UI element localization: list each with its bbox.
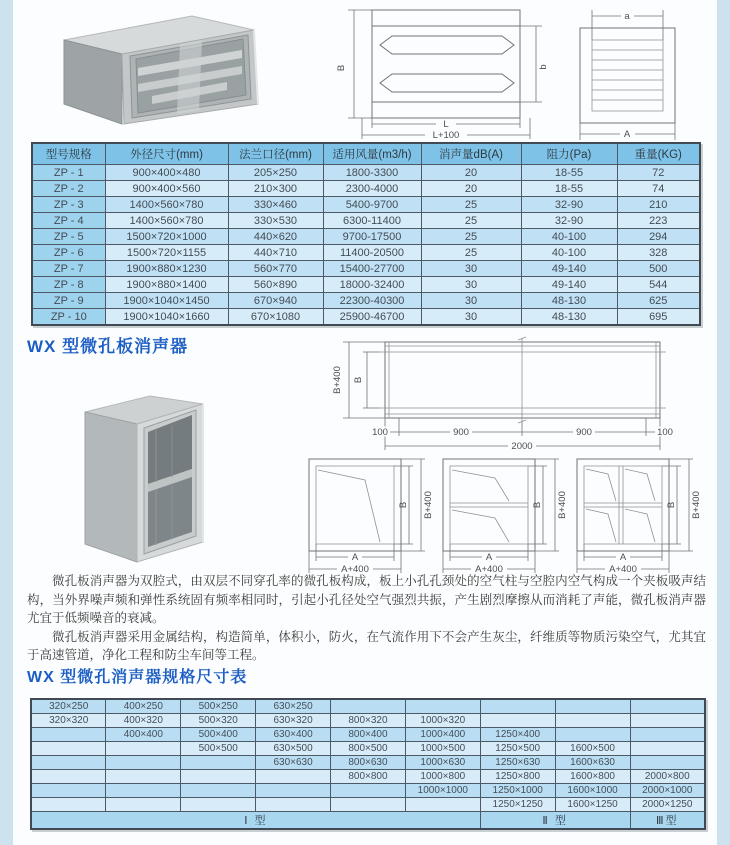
column-header: 重量(KG) [617,143,700,165]
dim-label-B: B [398,501,409,509]
size-cell [630,756,705,770]
dim-label-2000: 2000 [511,441,533,451]
data-cell: 500 [617,261,700,277]
size-cell: 1250×1000 [480,784,555,798]
data-cell: 6300-11400 [323,213,421,229]
size-cell: 1600×1000 [555,784,630,798]
data-cell: 48-130 [521,309,617,326]
drawing-wx-type-sections [303,449,708,573]
size-cell: 1600×800 [555,770,630,784]
data-cell: 695 [617,309,700,326]
data-cell: 9700-17500 [323,229,421,245]
dim-label-L100: L+100 [432,130,460,141]
section-type-3 [577,459,702,573]
data-cell: 15400-27700 [323,261,421,277]
size-cell: 400×250 [106,699,181,714]
size-cell: 1000×320 [405,714,480,728]
data-cell: 1500×720×1155 [105,245,228,261]
column-header: 型号规格 [32,143,105,165]
model-cell: ZP - 8 [32,277,105,293]
size-cell [256,784,331,798]
table-row [31,784,705,798]
data-cell: 205×250 [228,165,323,181]
size-cell: 1000×630 [405,756,480,770]
data-cell: 1400×560×780 [105,197,228,213]
dim-label-A400: A+400 [609,564,637,573]
data-cell: 30 [421,277,521,293]
size-cell [31,728,106,742]
data-cell: 625 [617,293,700,309]
data-cell: 25 [421,213,521,229]
data-cell: 1900×1040×1660 [105,309,228,326]
size-cell: 500×400 [181,728,256,742]
data-cell: 48-130 [521,293,617,309]
data-cell: 22300-40300 [323,293,421,309]
data-cell: 74 [617,181,700,197]
size-cell [630,699,705,714]
size-cell [331,798,406,812]
table-row [31,714,705,728]
table-row [32,165,700,181]
size-cell [181,798,256,812]
size-cell: 800×320 [331,714,406,728]
data-cell: 330×460 [228,197,323,213]
size-cell: 1600×1250 [555,798,630,812]
data-cell: 440×710 [228,245,323,261]
size-cell: 630×500 [256,742,331,756]
table-row [32,293,700,309]
size-cell: 1600×500 [555,742,630,756]
size-cell: 1250×1250 [480,798,555,812]
size-cell [331,784,406,798]
product-photo-wx-silencer [60,384,280,570]
dim-label-A400: A+400 [475,564,503,573]
size-cell [31,798,106,812]
size-cell: 500×320 [181,714,256,728]
data-cell: 49-140 [521,277,617,293]
data-cell: 1400×560×780 [105,213,228,229]
data-cell: 49-140 [521,261,617,277]
table-row [32,245,700,261]
data-cell: 32-90 [521,197,617,213]
zp-spec-table [31,142,701,326]
size-cell [555,699,630,714]
data-cell: 1900×880×1400 [105,277,228,293]
data-cell: 30 [421,293,521,309]
model-cell: ZP - 4 [32,213,105,229]
table-row [32,261,700,277]
size-cell: 400×400 [106,728,181,742]
paragraph-1: 微孔板消声器为双腔式，由双层不同穿孔率的微孔板构成，板上小孔孔颈处的空气柱与空腔内空气构成一个夹板吸声结构，当外界噪声频和弹性系统固有频率相同时，引起小孔径处空气强烈共振，产生剧烈摩擦从而消耗了声能，微孔板消声器尤宜于低频噪音的衰减。 [27,574,706,625]
table-row [32,213,700,229]
size-cell: 500×250 [181,699,256,714]
size-cell: 800×800 [331,770,406,784]
size-cell [630,742,705,756]
drawing-duct-section [330,0,555,142]
dim-label-A: A [623,129,631,140]
size-cell [480,699,555,714]
dim-label-A: A [351,552,359,563]
table-row [32,309,700,326]
size-cell [106,770,181,784]
size-cell: 320×320 [31,714,106,728]
type-label-cell: Ⅲ型 [630,812,705,830]
data-cell: 210 [617,197,700,213]
data-cell: 18-55 [521,165,617,181]
size-cell [256,770,331,784]
data-cell: 544 [617,277,700,293]
paragraph-2: 微孔板消声器采用金属结构，构造简单，体积小，防火，在气流作用下不会产生灰尘，纤维质等物质污染空气，尤其宜于高速管道，净化工程和防尘车间等工程。 [27,629,706,662]
size-cell: 630×400 [256,728,331,742]
size-cell [555,728,630,742]
data-cell: 25 [421,197,521,213]
model-cell: ZP - 10 [32,309,105,326]
data-cell: 670×1080 [228,309,323,326]
size-cell: 1250×500 [480,742,555,756]
drawing-wx-side-elevation [325,336,715,451]
section-title-wx-table: WX 型微孔消声器规格尺寸表 [27,669,248,686]
size-cell: 2000×1000 [630,784,705,798]
dim-label-B: B [532,501,543,509]
column-header: 外径尺寸(mm) [105,143,228,165]
size-cell [555,714,630,728]
dim-label-B400: B+400 [423,491,434,519]
size-cell: 800×500 [331,742,406,756]
description-text [27,572,706,665]
size-cell: 500×500 [181,742,256,756]
size-cell: 2000×1250 [630,798,705,812]
drawing-grille-end-view [545,0,710,142]
table-row [31,728,705,742]
model-cell: ZP - 6 [32,245,105,261]
size-cell: 630×320 [256,714,331,728]
data-cell: 560×890 [228,277,323,293]
data-cell: 5400-9700 [323,197,421,213]
dim-label-B400: B+400 [332,366,343,394]
data-cell: 40-100 [521,229,617,245]
dim-label-B: B [336,64,347,72]
size-cell: 320×250 [31,699,106,714]
model-cell: ZP - 1 [32,165,105,181]
data-cell: 900×400×480 [105,165,228,181]
dim-label-100-right: 100 [657,427,673,438]
product-photo-zp-silencer [52,6,267,128]
size-cell [106,756,181,770]
model-cell: ZP - 3 [32,197,105,213]
dim-label-B400: B+400 [691,491,702,519]
size-cell [31,742,106,756]
data-cell: 30 [421,261,521,277]
model-cell: ZP - 5 [32,229,105,245]
data-cell: 40-100 [521,245,617,261]
data-cell: 32-90 [521,213,617,229]
size-cell [106,742,181,756]
data-cell: 20 [421,181,521,197]
table-header-row [32,143,700,165]
table-row [32,229,700,245]
size-cell: 1000×400 [405,728,480,742]
dim-label-B: B [353,376,364,384]
data-cell: 328 [617,245,700,261]
size-cell: 800×630 [331,756,406,770]
column-header: 阻力(Pa) [521,143,617,165]
section-type-2 [443,459,568,573]
data-cell: 223 [617,213,700,229]
type-footer-row [31,812,705,830]
size-cell: 1250×800 [480,770,555,784]
table-row [32,277,700,293]
data-cell: 25900-46700 [323,309,421,326]
data-cell: 72 [617,165,700,181]
model-cell: ZP - 7 [32,261,105,277]
dim-label-900-left: 900 [453,427,469,438]
dim-label-A400: A+400 [341,564,369,573]
dim-label-900-right: 900 [576,427,592,438]
dim-label-A: A [619,552,627,563]
size-cell [405,798,480,812]
column-header: 法兰口径(mm) [228,143,323,165]
data-cell: 900×400×560 [105,181,228,197]
size-cell: 1250×630 [480,756,555,770]
size-cell [31,770,106,784]
data-cell: 440×620 [228,229,323,245]
size-cell: 800×400 [331,728,406,742]
size-cell [256,798,331,812]
data-cell: 1900×880×1230 [105,261,228,277]
wx-size-table [30,698,706,830]
data-cell: 330×530 [228,213,323,229]
size-cell: 1000×1000 [405,784,480,798]
table-row [31,770,705,784]
section-type-1 [309,459,434,573]
size-cell [480,714,555,728]
model-cell: ZP - 9 [32,293,105,309]
column-header: 适用风量(m3/h) [323,143,421,165]
size-cell [181,784,256,798]
size-cell [106,798,181,812]
size-cell [31,784,106,798]
section-title-wx: WX 型微孔板消声器 [27,337,189,356]
data-cell: 670×940 [228,293,323,309]
table-row [31,798,705,812]
column-header: 消声量dB(A) [421,143,521,165]
table-row [31,756,705,770]
data-cell: 20 [421,165,521,181]
size-cell: 2000×800 [630,770,705,784]
dim-label-a: a [624,11,630,22]
type-label-cell: Ⅱ 型 [480,812,630,830]
dim-label-B: B [666,501,677,509]
data-cell: 210×300 [228,181,323,197]
data-cell: 25 [421,229,521,245]
dim-label-A: A [485,552,493,563]
size-cell: 400×320 [106,714,181,728]
data-cell: 30 [421,309,521,326]
size-cell: 1000×500 [405,742,480,756]
size-cell [181,756,256,770]
data-cell: 18-55 [521,181,617,197]
data-cell: 25 [421,245,521,261]
size-cell [405,699,480,714]
size-cell [331,699,406,714]
size-cell: 1000×800 [405,770,480,784]
table-row [32,197,700,213]
size-cell: 1250×400 [480,728,555,742]
data-cell: 2300-4000 [323,181,421,197]
data-cell: 294 [617,229,700,245]
size-cell: 630×630 [256,756,331,770]
size-cell: 1600×630 [555,756,630,770]
model-cell: ZP - 2 [32,181,105,197]
dim-label-b: b [538,64,549,70]
size-cell [31,756,106,770]
table-row [31,699,705,714]
data-cell: 18000-32400 [323,277,421,293]
dim-label-B400: B+400 [557,491,568,519]
dim-label-100-left: 100 [372,427,388,438]
size-cell: 630×250 [256,699,331,714]
size-cell [106,784,181,798]
size-cell [181,770,256,784]
data-cell: 560×770 [228,261,323,277]
size-cell [630,714,705,728]
type-label-cell: Ⅰ 型 [31,812,480,830]
table-row [31,742,705,756]
data-cell: 11400-20500 [323,245,421,261]
dim-label-L: L [443,119,449,130]
data-cell: 1500×720×1000 [105,229,228,245]
table-row [32,181,700,197]
data-cell: 1800-3300 [323,165,421,181]
data-cell: 1900×1040×1450 [105,293,228,309]
size-cell [630,728,705,742]
